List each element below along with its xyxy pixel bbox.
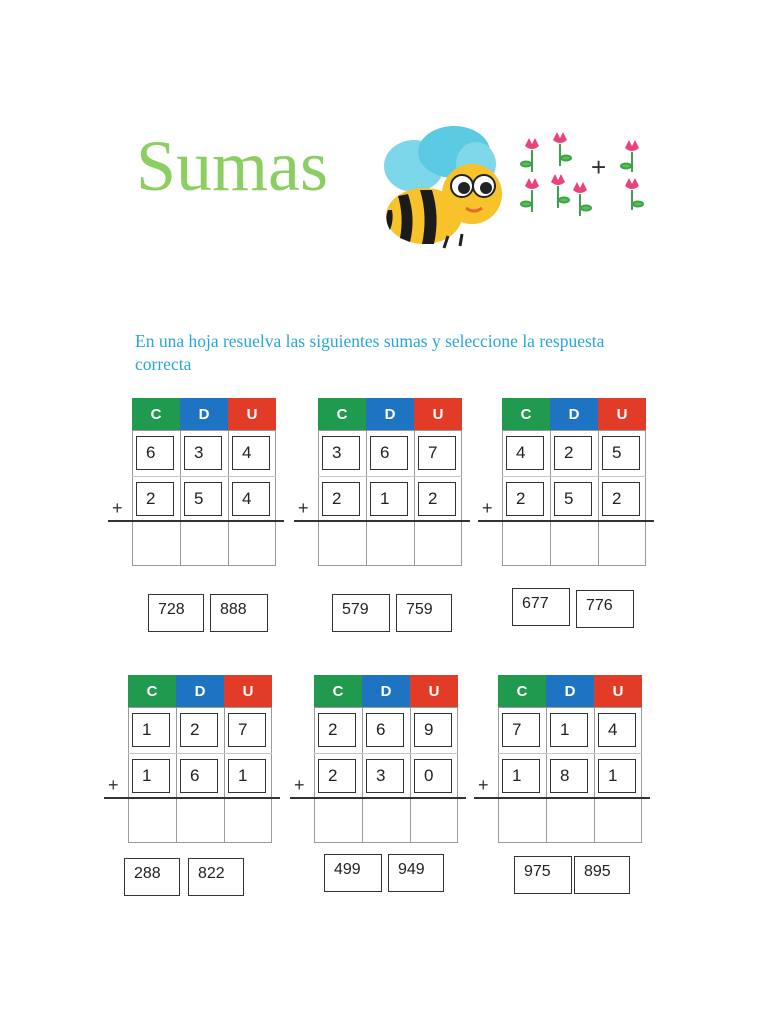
column-header-u: U [224, 675, 272, 707]
top-addend-digit: 2 [554, 436, 592, 470]
bottom-addend-digit: 1 [132, 759, 170, 793]
column-header-c: C [318, 398, 366, 430]
answer-cell[interactable] [366, 522, 414, 566]
answer-cell[interactable] [362, 799, 410, 843]
column-header-d: D [176, 675, 224, 707]
bottom-addend-digit: 2 [318, 759, 356, 793]
grid-divider [502, 476, 646, 477]
instructions-text: En una hoja resuelva las siguientes sumas y seleccione la respuesta correcta [135, 331, 605, 374]
answer-option[interactable]: 895 [574, 856, 630, 894]
column-header-c: C [314, 675, 362, 707]
bottom-addend-digit: 2 [322, 482, 360, 516]
answer-option[interactable]: 677 [512, 588, 570, 626]
answer-cell[interactable] [414, 522, 462, 566]
bottom-addend-digit: 2 [136, 482, 174, 516]
grid-divider [128, 753, 272, 754]
answer-cell[interactable] [594, 799, 642, 843]
answer-cell[interactable] [314, 799, 362, 843]
answer-cell[interactable] [502, 522, 550, 566]
top-addend-digit: 1 [550, 713, 588, 747]
column-header-c: C [502, 398, 550, 430]
bottom-addend-digit: 1 [502, 759, 540, 793]
column-header-d: D [366, 398, 414, 430]
top-addend-digit: 1 [132, 713, 170, 747]
plus-sign: + [112, 498, 123, 518]
plus-sign: + [591, 152, 607, 182]
answer-option[interactable]: 759 [396, 594, 452, 632]
answer-cell[interactable] [128, 799, 176, 843]
answer-option[interactable]: 728 [148, 594, 204, 632]
top-addend-digit: 6 [366, 713, 404, 747]
top-addend-digit: 3 [184, 436, 222, 470]
plus-sign: + [294, 775, 305, 795]
addition-problem-3 [482, 398, 682, 578]
answer-cell[interactable] [176, 799, 224, 843]
addition-problem-4 [108, 675, 308, 855]
plus-sign: + [298, 498, 309, 518]
top-addend-digit: 9 [414, 713, 452, 747]
answer-cell[interactable] [224, 799, 272, 843]
column-header-c: C [128, 675, 176, 707]
column-header-u: U [228, 398, 276, 430]
column-header-c: C [132, 398, 180, 430]
bottom-addend-digit: 5 [184, 482, 222, 516]
bottom-addend-digit: 2 [418, 482, 456, 516]
bottom-addend-digit: 1 [598, 759, 636, 793]
page-title: Sumas [136, 126, 329, 206]
top-addend-digit: 2 [180, 713, 218, 747]
plus-sign: + [478, 775, 489, 795]
plus-sign: + [482, 498, 493, 518]
answer-cell[interactable] [598, 522, 646, 566]
addition-problem-5 [294, 675, 494, 855]
top-addend-digit: 3 [322, 436, 360, 470]
grid-divider [314, 753, 458, 754]
bottom-addend-digit: 2 [602, 482, 640, 516]
plus-sign: + [108, 775, 119, 795]
column-header-u: U [414, 398, 462, 430]
answer-cell[interactable] [132, 522, 180, 566]
top-addend-digit: 6 [370, 436, 408, 470]
top-addend-digit: 7 [418, 436, 456, 470]
column-header-u: U [598, 398, 646, 430]
answer-option[interactable]: 579 [332, 594, 390, 632]
answer-option[interactable]: 499 [324, 854, 382, 892]
answer-cell[interactable] [410, 799, 458, 843]
bottom-addend-digit: 1 [370, 482, 408, 516]
answer-option[interactable]: 288 [124, 858, 180, 896]
answer-cell[interactable] [550, 522, 598, 566]
column-header-d: D [546, 675, 594, 707]
grid-divider [318, 476, 462, 477]
column-header-d: D [180, 398, 228, 430]
bottom-addend-digit: 6 [180, 759, 218, 793]
answer-cell[interactable] [546, 799, 594, 843]
column-header-d: D [362, 675, 410, 707]
flowers-icon [515, 128, 655, 228]
bottom-addend-digit: 0 [414, 759, 452, 793]
bottom-addend-digit: 5 [554, 482, 592, 516]
column-header-d: D [550, 398, 598, 430]
addition-problem-1 [112, 398, 312, 578]
answer-cell[interactable] [318, 522, 366, 566]
answer-option[interactable]: 776 [576, 590, 634, 628]
answer-cell[interactable] [498, 799, 546, 843]
top-addend-digit: 7 [502, 713, 540, 747]
column-header-u: U [594, 675, 642, 707]
answer-cell[interactable] [228, 522, 276, 566]
bottom-addend-digit: 3 [366, 759, 404, 793]
top-addend-digit: 7 [228, 713, 266, 747]
column-header-u: U [410, 675, 458, 707]
addition-problem-6 [478, 675, 678, 855]
top-addend-digit: 4 [598, 713, 636, 747]
answer-option[interactable]: 822 [188, 858, 244, 896]
top-addend-digit: 4 [506, 436, 544, 470]
column-header-c: C [498, 675, 546, 707]
bottom-addend-digit: 1 [228, 759, 266, 793]
top-addend-digit: 5 [602, 436, 640, 470]
bottom-addend-digit: 8 [550, 759, 588, 793]
bee-icon [376, 124, 506, 252]
top-addend-digit: 2 [318, 713, 356, 747]
answer-cell[interactable] [180, 522, 228, 566]
addition-problem-2 [298, 398, 498, 578]
top-addend-digit: 4 [232, 436, 270, 470]
answer-option[interactable]: 975 [514, 856, 572, 894]
answer-option[interactable]: 949 [388, 854, 444, 892]
answer-option[interactable]: 888 [210, 594, 268, 632]
grid-divider [132, 476, 276, 477]
bottom-addend-digit: 2 [506, 482, 544, 516]
top-addend-digit: 6 [136, 436, 174, 470]
bottom-addend-digit: 4 [232, 482, 270, 516]
grid-divider [498, 753, 642, 754]
